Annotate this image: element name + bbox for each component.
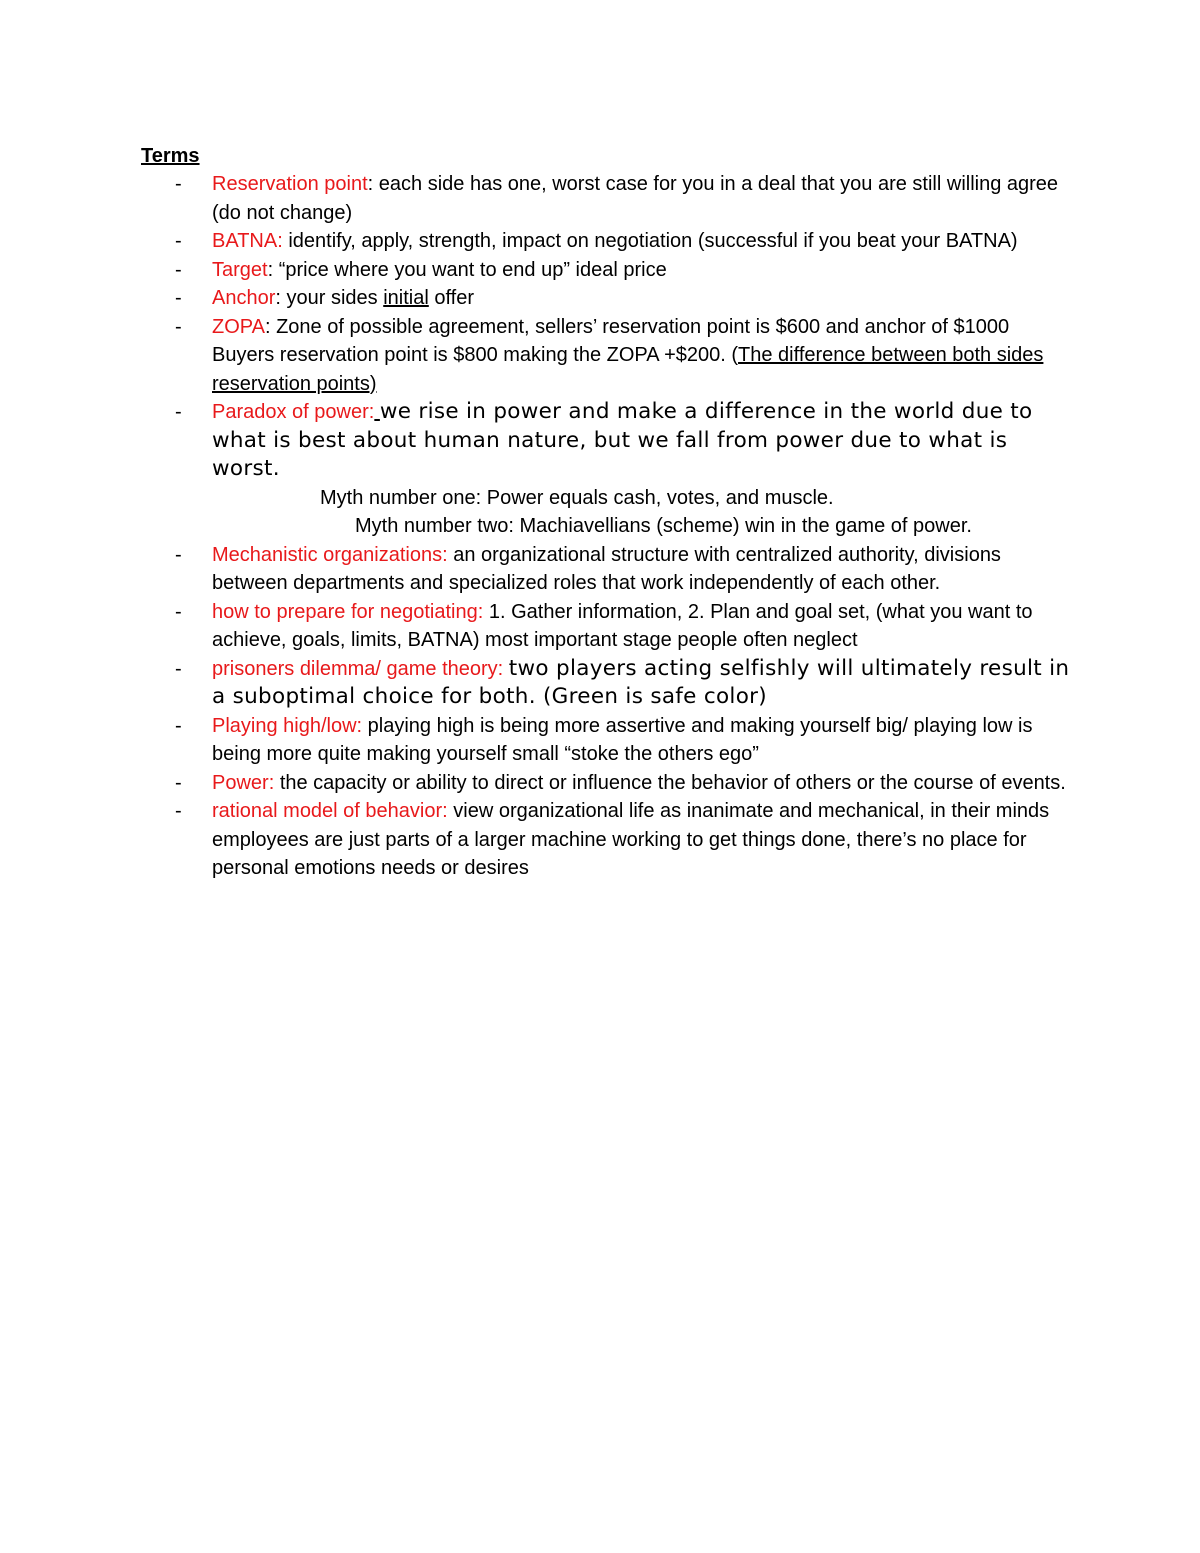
term-item-reservation-point xyxy=(141,170,1071,227)
term-label: Playing high/low: xyxy=(212,714,363,737)
term-separator: : xyxy=(264,315,277,338)
term-item-prisoners-dilemma xyxy=(141,655,1071,712)
term-item-target xyxy=(141,256,1071,285)
term-definition: your sides xyxy=(286,287,384,309)
term-label: Paradox of power: xyxy=(212,401,375,423)
term-item-zopa xyxy=(141,313,1071,399)
term-separator: : xyxy=(367,173,379,195)
term-label: ZOPA xyxy=(212,315,265,338)
list-dash: - xyxy=(175,258,182,281)
term-item-rational-model xyxy=(141,797,1071,883)
terms-list xyxy=(141,170,1071,883)
term-definition: two players acting selfishly will ultimately result in a suboptimal choice for both. (Green is safe color) xyxy=(212,655,1070,709)
term-item-playing-high-low xyxy=(141,712,1071,769)
underlined-word: initial xyxy=(383,287,429,309)
underlined-phrase: The difference between both sides reservation points) xyxy=(212,344,1044,395)
term-definition: an organizational structure with centralized authority, divisions between departments and specialized roles that work independently of each other. xyxy=(212,543,1001,594)
term-label: how to prepare for negotiating: xyxy=(212,600,484,623)
term-item-power xyxy=(141,769,1071,798)
list-dash: - xyxy=(175,800,182,822)
list-dash: - xyxy=(175,230,182,252)
term-item-prepare-for-negotiating xyxy=(141,598,1071,655)
list-dash: - xyxy=(175,771,182,794)
term-separator: : xyxy=(275,287,287,309)
term-label: prisoners dilemma/ game theory: xyxy=(212,657,504,680)
term-definition: 1. Gather information, 2. Plan and goal set, (what you want to achieve, goals, limits, BATNA) most important stage people often neglect xyxy=(212,600,1033,651)
term-label: Target xyxy=(212,258,268,281)
term-definition: “price where you want to end up” ideal price xyxy=(278,258,667,281)
term-definition: we rise in power and make a difference in the world due to what is best about human nature, but we fall from power due to what is worst. xyxy=(212,399,1033,481)
term-item-mechanistic-organizations xyxy=(141,541,1071,598)
myth-line-two: Myth number two: Machiavellians (scheme) win in the game of power. xyxy=(355,515,972,537)
term-definition-end: offer xyxy=(428,287,475,309)
term-label: Anchor xyxy=(212,287,276,309)
term-definition: Zone of possible agreement, sellers’ reservation point is $600 and anchor of $1000 Buyers reservation point is $800 making the ZOPA +$200. ( xyxy=(212,315,1010,366)
list-dash: - xyxy=(175,173,182,195)
term-definition: each side has one, worst case for you in a deal that you are still willing agree (do not change) xyxy=(212,173,1059,224)
list-dash: - xyxy=(175,543,182,566)
term-item-paradox-of-power xyxy=(141,398,1071,541)
term-label: Mechanistic organizations: xyxy=(212,543,448,566)
term-definition: playing high is being more assertive and making yourself big/ playing low is being more quite making yourself small “stoke the others ego” xyxy=(212,714,1033,765)
myth-line-one: Myth number one: Power equals cash, votes, and muscle. xyxy=(320,486,834,509)
term-definition: view organizational life as inanimate and mechanical, in their minds employees are just parts of a larger machine working to get things done, there’s no place for personal emotions needs or desires xyxy=(212,800,1050,879)
page-heading: Terms xyxy=(141,145,200,167)
list-dash: - xyxy=(175,315,182,338)
list-dash: - xyxy=(175,657,182,680)
term-separator: : xyxy=(267,258,279,281)
term-label: Power: xyxy=(212,771,275,794)
term-label: Reservation point xyxy=(212,173,368,195)
term-definition: identify, apply, strength, impact on negotiation (successful if you beat your BATNA) xyxy=(288,230,1018,252)
term-label: BATNA: xyxy=(212,230,283,252)
term-item-anchor xyxy=(141,284,1071,313)
list-dash: - xyxy=(175,287,182,309)
document-body xyxy=(141,142,1071,883)
list-dash: - xyxy=(175,401,182,423)
list-dash: - xyxy=(175,714,182,737)
term-definition: the capacity or ability to direct or influence the behavior of others or the course of events. xyxy=(279,771,1066,794)
term-label: rational model of behavior: xyxy=(212,800,448,822)
term-item-batna xyxy=(141,227,1071,256)
list-dash: - xyxy=(175,600,182,623)
